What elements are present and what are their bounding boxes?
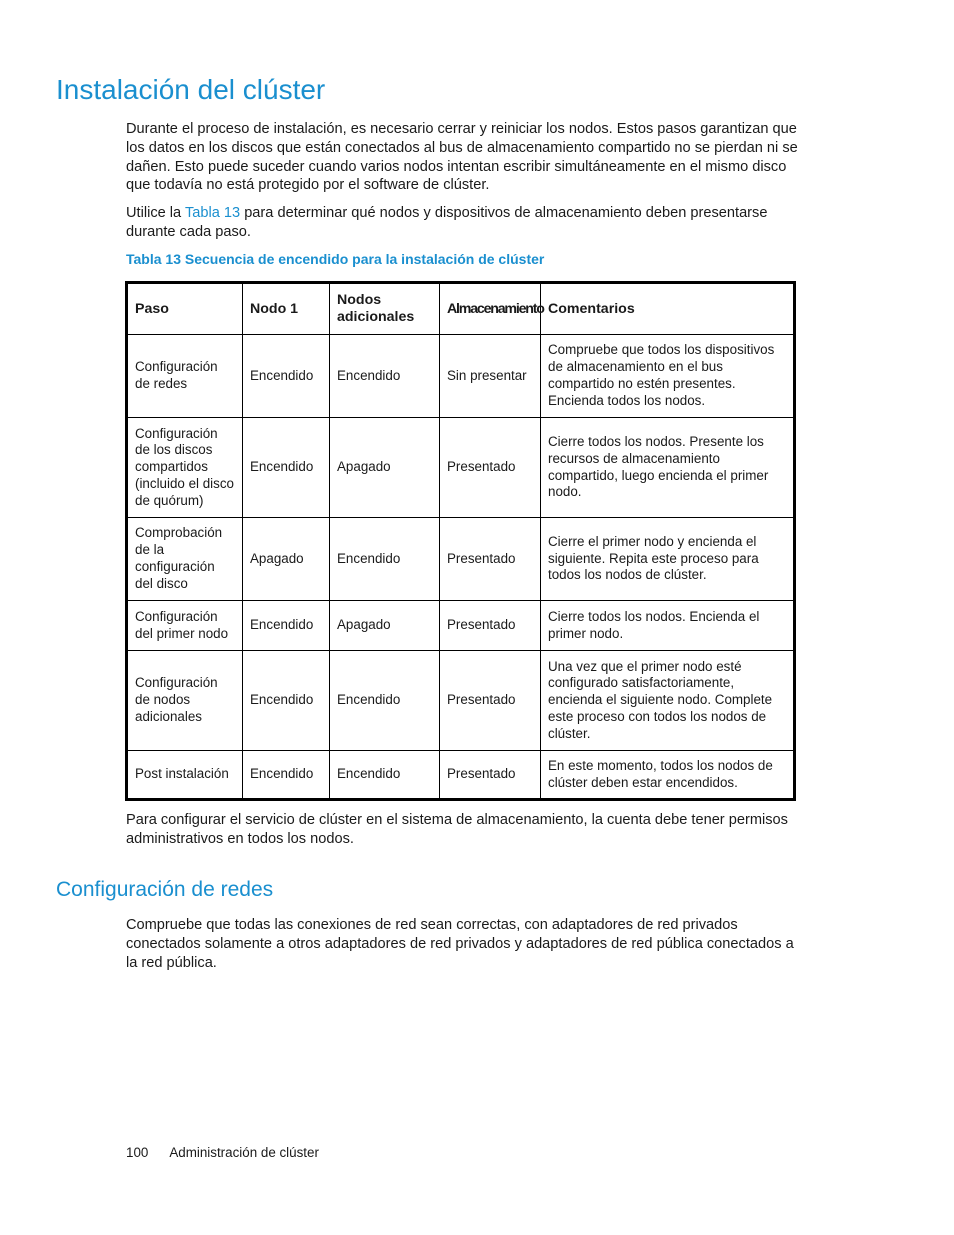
cell-node-1: Encendido (243, 418, 330, 518)
cell-node-1: Encendido (243, 651, 330, 751)
page-number: 100 (126, 1145, 149, 1160)
cell-storage: Presentado (440, 601, 541, 651)
cell-additional-nodes: Encendido (330, 751, 440, 800)
footer-label: Administración de clúster (169, 1145, 319, 1160)
cell-step: Configuración de nodos adicionales (127, 651, 243, 751)
intro-paragraph: Durante el proceso de instalación, es necesario cerrar y reiniciar los nodos. Estos pasos garantizan que los datos en los discos que están conectados al bus de almacenamiento compartido no se pierdan ni se dañen. Esto puede suceder cuando varios nodos intentan escribir simultáneamente en el mismo disco que todavía no está protegido por el software de clúster. (126, 121, 798, 194)
cell-storage: Presentado (440, 751, 541, 800)
cell-storage: Sin presentar (440, 335, 541, 418)
cell-step: Configuración de redes (127, 335, 243, 418)
cell-comments: Cierre todos los nodos. Encienda el primer nodo. (541, 601, 795, 651)
cell-additional-nodes: Encendido (330, 335, 440, 418)
power-sequence-table (125, 281, 796, 801)
reference-text-after: para determinar qué nodos y dispositivos de almacenamiento deben presentarse durante cada paso. (126, 205, 768, 240)
cell-storage: Presentado (440, 651, 541, 751)
cell-step: Configuración de los discos compartidos (incluido el disco de quórum) (127, 418, 243, 518)
table-row (127, 335, 795, 418)
table-caption: Tabla 13 Secuencia de encendido para la instalación de clúster (126, 251, 545, 267)
page-footer (126, 1145, 319, 1160)
cell-comments: Cierre el primer nodo y encienda el siguiente. Repita este proceso para todos los nodos de clúster. (541, 518, 795, 601)
reference-text-before: Utilice la (126, 205, 185, 221)
cell-node-1: Encendido (243, 601, 330, 651)
cell-additional-nodes: Apagado (330, 418, 440, 518)
table-row (127, 418, 795, 518)
cell-node-1: Apagado (243, 518, 330, 601)
header-node-1: Nodo 1 (243, 283, 330, 335)
cell-additional-nodes: Encendido (330, 651, 440, 751)
table-header-row (127, 283, 795, 335)
table-row (127, 651, 795, 751)
table-row (127, 518, 795, 601)
header-additional-nodes: Nodos adicionales (330, 283, 440, 335)
header-step: Paso (127, 283, 243, 335)
header-storage: Almacenamiento (440, 283, 541, 335)
cell-node-1: Encendido (243, 751, 330, 800)
network-config-paragraph: Compruebe que todas las conexiones de red sean correctas, con adaptadores de red privados conectados solamente a otros adaptadores de red privados y adaptadores de red pública conectados a la red pública. (126, 917, 794, 971)
table-row (127, 751, 795, 800)
cell-comments: Compruebe que todos los dispositivos de almacenamiento en el bus compartido no estén presentes. Encienda todos los nodos. (541, 335, 795, 418)
cell-storage: Presentado (440, 518, 541, 601)
permissions-paragraph: Para configurar el servicio de clúster en el sistema de almacenamiento, la cuenta debe tener permisos administrativos en todos los nodos. (126, 812, 788, 847)
cell-additional-nodes: Encendido (330, 518, 440, 601)
table-reference-paragraph (126, 204, 806, 242)
cell-comments: En este momento, todos los nodos de clúster deben estar encendidos. (541, 751, 795, 800)
header-comments: Comentarios (541, 283, 795, 335)
cell-comments: Cierre todos los nodos. Presente los recursos de almacenamiento compartido, luego encienda el primer nodo. (541, 418, 795, 518)
cell-step: Post instalación (127, 751, 243, 800)
section-title-network-config: Configuración de redes (56, 878, 274, 901)
table-row (127, 601, 795, 651)
page-title: Instalación del clúster (56, 74, 326, 105)
cell-step: Configuración del primer nodo (127, 601, 243, 651)
cell-comments: Una vez que el primer nodo esté configurado satisfactoriamente, encienda el siguiente nodo. Complete este proceso con todos los nodos de clúster. (541, 651, 795, 751)
cell-node-1: Encendido (243, 335, 330, 418)
cell-additional-nodes: Apagado (330, 601, 440, 651)
table-13-link[interactable]: Tabla 13 (184, 205, 241, 221)
cell-step: Comprobación de la configuración del disco (127, 518, 243, 601)
cell-storage: Presentado (440, 418, 541, 518)
